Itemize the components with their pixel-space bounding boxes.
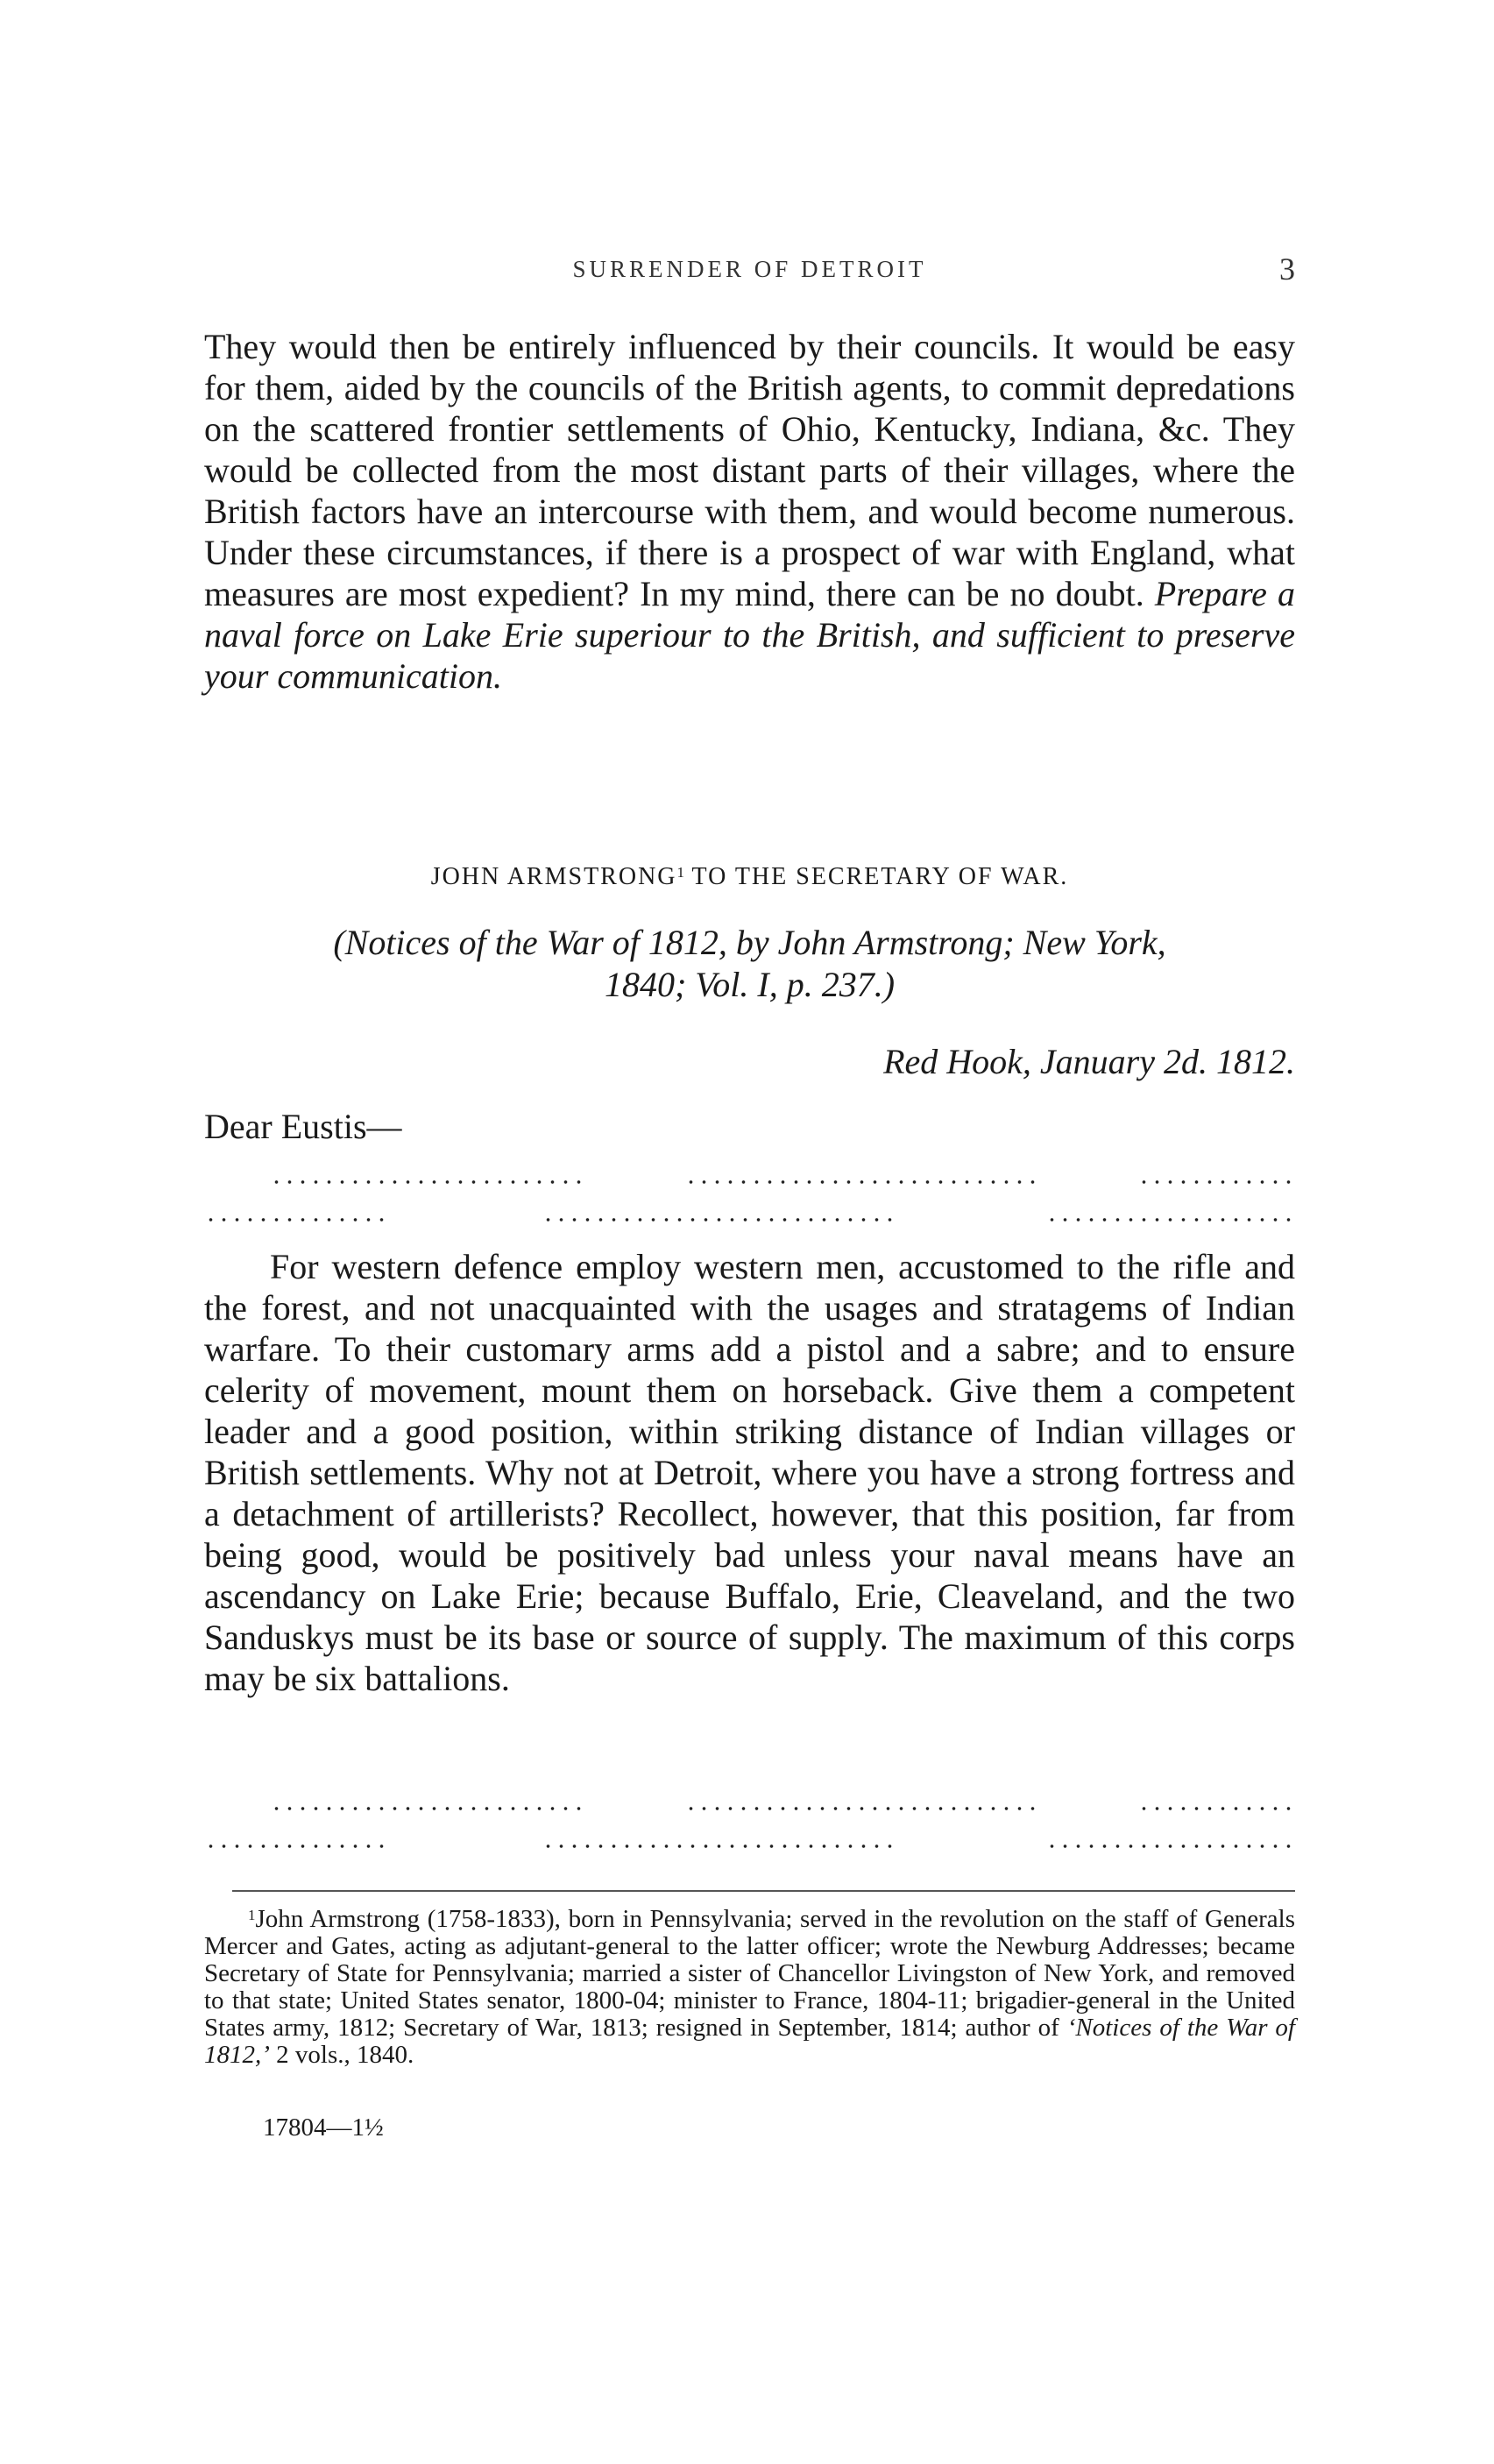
source-citation [204,922,1295,1006]
running-head [204,251,1295,291]
paragraph-text: They would then be entirely influenced by their councils. It would be easy for them, aided by the councils of the British agents, to commit depredations on the scattered frontier settlements of Ohio, Kentucky, Indiana, &c. They would be collected from the most distant parts of their villages, where the British factors have an intercourse with them, and would become numerous. Under these circumstances, if there is a prospect of war with England, what measures are most expedient? In my mind, there can be no doubt. [204,327,1295,613]
paragraph-italic-text: Prepare a naval force on Lake Erie superiour to the British, and sufficient to preserve your communication. [204,574,1295,696]
letter-heading-name: JOHN ARMSTRONG [430,863,677,890]
omission-dots-row [204,1209,1295,1230]
running-title: SURRENDER OF DETROIT [572,256,927,282]
footnote-mark: 1 [248,1907,256,1923]
source-citation-line-2: 1840; Vol. I, p. 237.) [604,965,896,1004]
letter-body: For western defence employ western men, accustomed to the rifle and the forest, and not unacquainted with the usages and stratagems of Indian warfare. To their customary arms add a pistol and a sabre; and to ensure celerity of movement, mount them on horseback. Give them a competent leader and a good position, within striking distance of Indian villages or British settlements. Why not at Detroit, where you have a strong fortress and a detachment of artillerists? Recollect, however, that this position, far from being good, would be positively bad unless your naval means have an ascendancy on Lake Erie; because Buffalo, Erie, Cleaveland, and the two Sanduskys must be its base or source of supply. The maximum of this corps may be six battalions. [204,1247,1295,1698]
footnote-divider [232,1890,1295,1892]
paragraph-continued [204,326,1295,697]
source-citation-line-1: (Notices of the War of 1812, by John Armstrong; New York, [333,923,1166,962]
footnote-reference-mark: 1 [676,864,685,881]
print-signature-code: 17804—1½ [263,2114,384,2142]
omission-dots-row [204,1836,1295,1857]
footnote-text-end: 2 vols., 1840. [269,2041,414,2069]
footnote [204,1901,1295,2069]
place-date: Red Hook, January 2d. 1812. [883,1042,1295,1081]
omission-dots-row [204,1172,1295,1193]
footnote-italic-title: ‘Notices of the War of 1812,’ [204,2014,1295,2069]
omission-dots-row [204,1798,1295,1819]
letter-heading-rest: TO THE SECRETARY OF WAR. [684,863,1069,890]
salutation: Dear Eustis— [204,1107,402,1146]
footnote-text: John Armstrong (1758-1833), born in Pennsylvania; served in the revolution on the staff of Generals Mercer and Gates, acting as adjutant-general to the latter officer; wrote the Newburg Addresses; became Secretary of State for Pennsylvania; married a sister of Chancellor Livingston of New York, and removed to that state; United States senator, 1800-04; minister to France, 1804-11; brigadier-general in the United States army, 1812; Secretary of War, 1813; resigned in September, 1814; author of [204,1905,1295,2042]
page-number: 3 [1279,251,1295,287]
letter-heading [204,863,1295,891]
